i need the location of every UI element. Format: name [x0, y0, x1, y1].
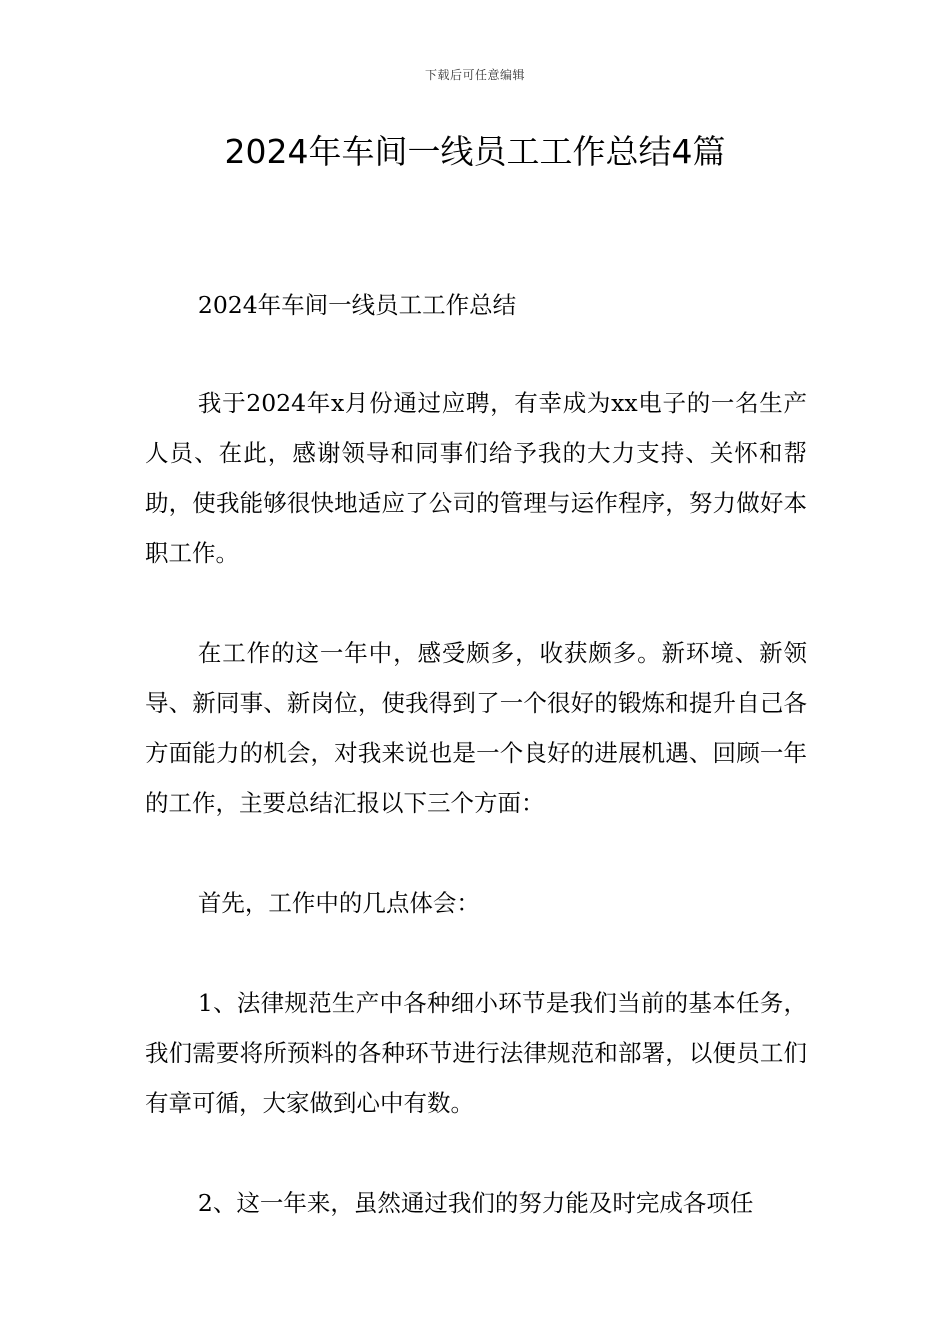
paragraph-first-point: 首先，工作中的几点体会：	[197, 889, 480, 917]
document-title: 2024年车间一线员工工作总结4篇	[224, 132, 726, 171]
paragraph-item-2: 2、这一年来，虽然通过我们的努力能及时完成各项任	[197, 1189, 754, 1217]
document-body	[145, 280, 807, 1278]
header-note: 下载后可任意编辑	[424, 68, 525, 82]
paragraph-reflection: 在工作的这一年中，感受颇多，收获颇多。新环境、新领导、新同事、新岗位，使我得到了一个很好的锻炼和提升自己各方面能力的机会，对我来说也是一个良好的进展机遇、回顾一年的工作，主要总结汇报以下三个方面：	[145, 639, 807, 817]
paragraph-item-1: 1、法律规范生产中各种细小环节是我们当前的基本任务，我们需要将所预料的各种环节进行法律规范和部署，以便员工们有章可循，大家做到心中有数。	[145, 989, 807, 1117]
document-subtitle: 2024年车间一线员工工作总结	[197, 291, 517, 319]
paragraph-intro: 我于2024年x月份通过应聘，有幸成为xx电子的一名生产人员、在此，感谢领导和同事们给予我的大力支持、关怀和帮助，使我能够很快地适应了公司的管理与运作程序，努力做好本职工作。	[145, 389, 807, 567]
